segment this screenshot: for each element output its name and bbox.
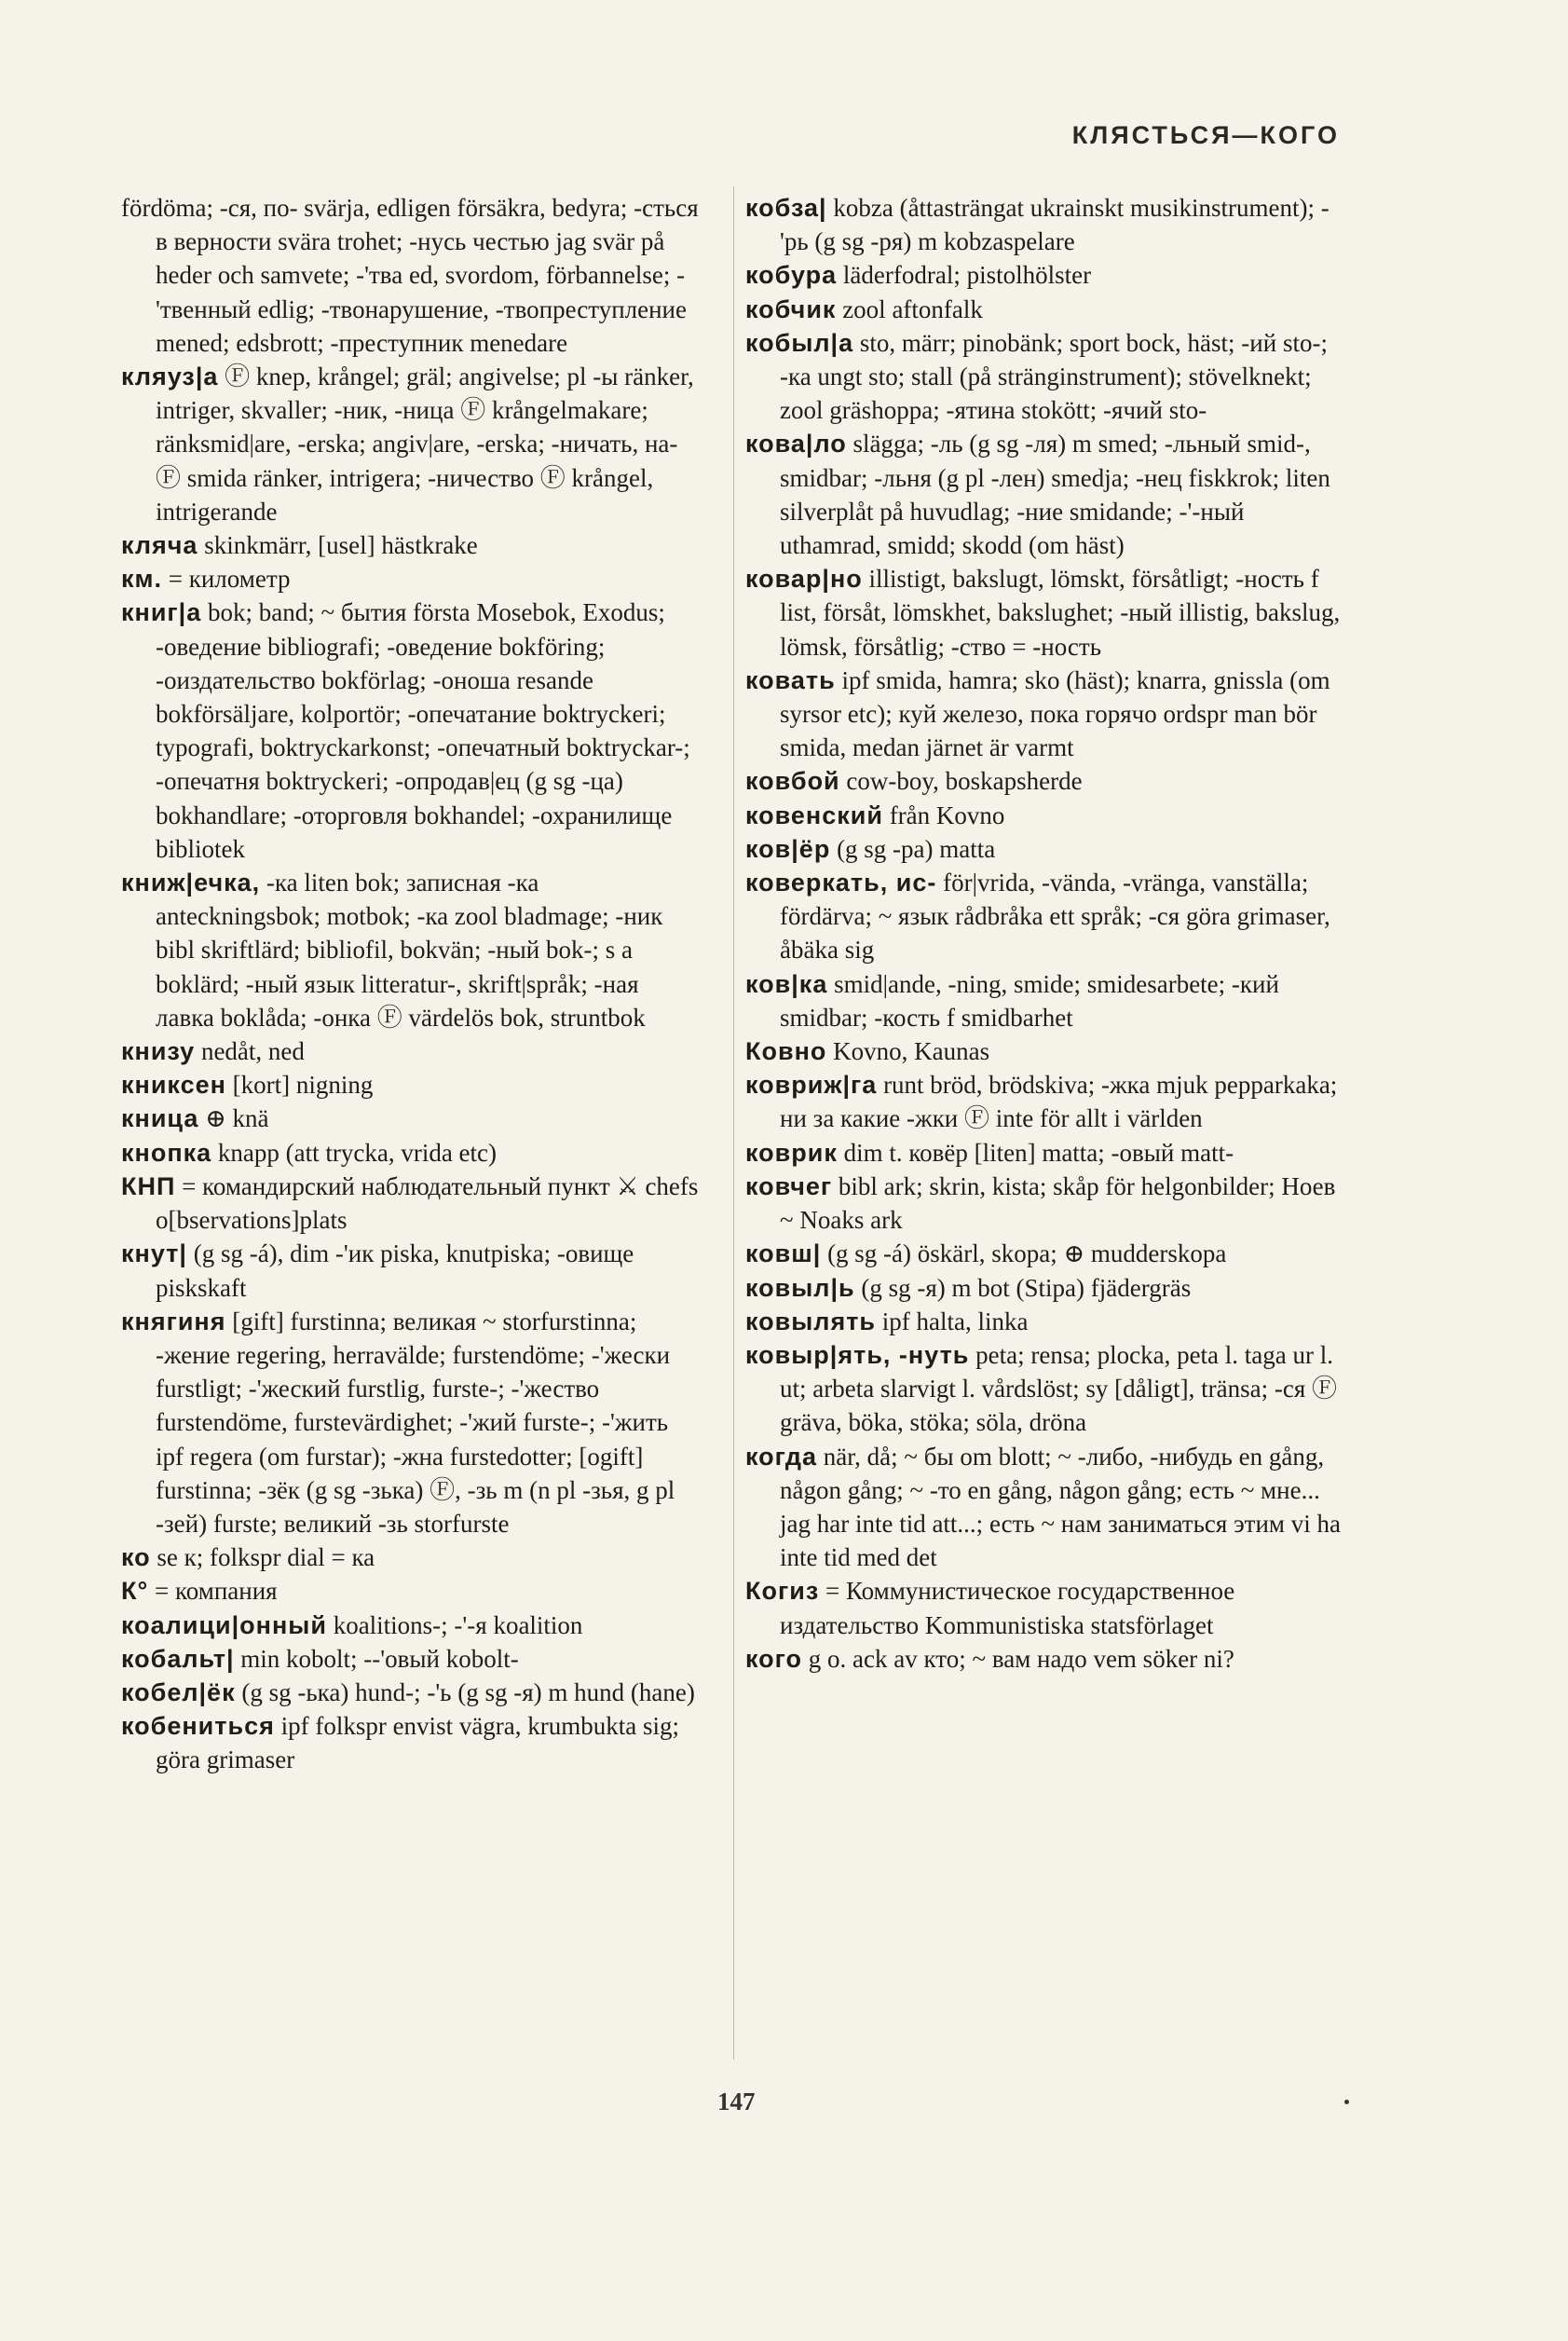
headword: кница <box>121 1104 199 1133</box>
definition-text: när, då; ~ бы om blott; ~ -либо, -нибудь en gång, någon gång; ~ -то en gång, någon gång; есть ~ мне... jag har inte tid att...; есть ~ нам заниматься этим vi ha inte tid med det <box>780 1442 1341 1572</box>
headword: кляча <box>121 531 198 560</box>
dictionary-entry <box>121 360 699 528</box>
dictionary-entry <box>121 528 699 562</box>
dictionary-entry <box>121 1642 699 1676</box>
dictionary-entry <box>121 191 699 360</box>
headword: книж|ечка, <box>121 869 261 897</box>
dictionary-entry <box>745 764 1351 798</box>
page-number: 147 <box>717 2088 756 2115</box>
definition-text: koalitions-; -'-я koalition <box>333 1610 583 1639</box>
headword: ковать <box>745 665 836 694</box>
dictionary-entry <box>745 1338 1351 1440</box>
ink-dot <box>1344 2100 1349 2104</box>
headword: ковыл|ь <box>745 1273 855 1302</box>
headword: кобел|ёк <box>121 1677 236 1706</box>
headword: ков|ёр <box>745 834 831 863</box>
definition-text: skinkmärr, [usel] hästkrake <box>204 531 478 560</box>
headword: кова|ло <box>745 430 847 459</box>
dictionary-entry <box>745 293 1351 326</box>
definition-text: = командирский наблюдательный пункт ⚔ chefs o[bservations]plats <box>156 1171 699 1235</box>
headword: КНП <box>121 1171 176 1200</box>
definition-text: läderfodral; pistolhölster <box>842 261 1092 290</box>
dictionary-entry <box>121 596 699 866</box>
definition-text: = компания <box>155 1577 278 1606</box>
dictionary-entry <box>745 427 1351 562</box>
headword: ковыр|ять, -нуть <box>745 1340 970 1369</box>
dictionary-entry <box>121 1170 699 1237</box>
dictionary-entry <box>745 1170 1351 1237</box>
headword: км. <box>121 565 162 594</box>
definition-text: (g sg -ька) hund-; -'ь (g sg -я) m hund (hane) <box>241 1677 695 1706</box>
headword: ко <box>121 1543 151 1572</box>
headword: ковбой <box>745 767 840 796</box>
dictionary-entry <box>745 191 1351 258</box>
headword: Ковно <box>745 1037 827 1066</box>
dictionary-entry <box>121 1034 699 1068</box>
dictionary-entry <box>745 1136 1351 1170</box>
headword: кляуз|а <box>121 363 219 391</box>
definition-text: min kobolt; --'овый kobolt- <box>240 1644 519 1673</box>
definition-text: (g sg -á), dim -'ик piska, knutpiska; -овище piskskaft <box>156 1239 634 1302</box>
definition-text: = Коммунистическое государственное издательство Kommunistiska statsförlaget <box>780 1577 1235 1639</box>
definition-text: kobza (åttasträngat ukrainskt musikinstrument); -'рь (g sg -ря) m kobzaspelare <box>780 194 1329 256</box>
definition-text: (g sg -á) öskärl, skopa; ⊕ mudderskopa <box>827 1239 1227 1268</box>
definition-text: knapp (att trycka, vrida etc) <box>217 1138 498 1167</box>
dictionary-entry <box>121 1574 699 1608</box>
dictionary-entry <box>745 1642 1351 1676</box>
definition-text: (g sg -я) m bot (Stipa) fjädergräs <box>861 1273 1192 1302</box>
headword: кобальт| <box>121 1644 235 1673</box>
headword: Когиз <box>745 1577 820 1606</box>
definition-text: illistigt, bakslugt, lömskt, försåtligt; -ность f list, försåt, lömskhet, bakslughet; -ный illistig, bakslug, lömsk, försåtlig; -ство = -ность <box>780 565 1341 661</box>
left-column <box>121 191 699 1777</box>
dictionary-entry <box>121 1237 699 1304</box>
headword: коврик <box>745 1138 838 1167</box>
dictionary-entry <box>745 967 1351 1034</box>
running-head: КЛЯСТЬСЯ—КОГО <box>1071 121 1340 149</box>
dictionary-entry <box>745 1305 1351 1338</box>
headword: книг|а <box>121 598 202 627</box>
dictionary-entry <box>121 866 699 1034</box>
headword: кого <box>745 1644 803 1673</box>
definition-text: zool aftonfalk <box>842 294 983 323</box>
dictionary-entry <box>121 1676 699 1709</box>
dictionary-entry <box>121 1305 699 1540</box>
dictionary-entry <box>745 664 1351 765</box>
definition-text: runt bröd, brödskiva; -жка mjuk pepparkaka; ни за какие -жки Ⓕ inte för allt i världen <box>780 1071 1338 1133</box>
dictionary-entry <box>121 1102 699 1135</box>
definition-text: cow-boy, boskapsherde <box>846 767 1083 796</box>
headword: коалици|онный <box>121 1610 327 1639</box>
headword: когда <box>745 1442 818 1471</box>
definition-text: (g sg -ра) matta <box>837 834 996 863</box>
definition-text: g o. ack av кто; ~ вам надо vem söker ni? <box>808 1644 1234 1673</box>
definition-text: ⊕ knä <box>205 1104 269 1133</box>
right-column <box>745 191 1351 1676</box>
dictionary-entry <box>745 1574 1351 1641</box>
definition-text: dim t. ковёр [liten] matta; -овый matt- <box>843 1138 1234 1167</box>
dictionary-entry <box>121 1540 699 1574</box>
headword: кнут| <box>121 1239 187 1268</box>
dictionary-entry <box>121 1136 699 1170</box>
definition-text: [kort] nigning <box>232 1071 374 1100</box>
headword: книзу <box>121 1037 196 1066</box>
dictionary-entry <box>745 832 1351 866</box>
definition-text: slägga; -ль (g sg -ля) m smed; -льный smid-, smidbar; -льня (g pl -лен) smedja; -нец fiskkrok; liten silverplåt på huvudlag; -ние smidande; -'-ный uthamrad, smidd; skodd (om häst) <box>780 430 1330 560</box>
headword: ковенский <box>745 801 883 829</box>
headword: ков|ка <box>745 969 828 998</box>
column-divider <box>733 186 734 2060</box>
definition-text: bibl ark; skrin, kista; skåp för helgonbilder; Ноев ~ Noaks ark <box>780 1171 1336 1235</box>
dictionary-entry <box>121 1609 699 1642</box>
definition-text: smid|ande, -ning, smide; smidesarbete; -кий smidbar; -кость f smidbarhet <box>780 969 1279 1032</box>
definition-text: för|vrida, -vända, -vränga, vanställa; fördärva; ~ язык rådbråka ett språk; -ся göra grimaser, åbäka sig <box>780 869 1330 965</box>
headword: кобура <box>745 261 838 290</box>
headword: ковылять <box>745 1307 877 1335</box>
definition-text: = километр <box>168 565 291 594</box>
definition-text: -ка liten bok; записная -ка anteckningsbok; motbok; -ка zool bladmage; -ник bibl skriftlärd; bibliofil, bokvän; -ный bok-; s a boklärd; -ный язык litteratur-, skrift|språk; -ная лавка boklåda; -онка Ⓕ värdelös bok, struntbok <box>156 869 663 1032</box>
definition-text: ipf smida, hamra; sko (häst); knarra, gnissla (om syrsor etc); куй железо, пока горячо ordspr man bör smida, medan järnet är varmt <box>780 665 1330 762</box>
definition-text: ipf halta, linka <box>881 1307 1029 1335</box>
definition-text: se к; folkspr dial = ка <box>157 1543 375 1572</box>
definition-text: peta; rensa; plocka, peta l. taga ur l. ut; arbeta slarvigt l. vårdslöst; sy [dåligt], tränsa; -ся Ⓕ gräva, böka, stöka; söla, dröna <box>780 1340 1338 1437</box>
dictionary-entry <box>121 1068 699 1102</box>
headword: кнопка <box>121 1138 212 1167</box>
definition-text: från Kovno <box>889 801 1005 829</box>
headword: ковш| <box>745 1239 822 1268</box>
headword: княгиня <box>121 1307 226 1335</box>
dictionary-entry <box>121 1709 699 1776</box>
dictionary-entry <box>745 1237 1351 1270</box>
dictionary-entry <box>745 1068 1351 1135</box>
dictionary-entry <box>745 799 1351 832</box>
definition-text: fördöma; -ся, по- svärja, edligen försäkra, bedyra; -сться в верности svära trohet; -нусь честью jag svär på heder och samvete; -'тва ed, svordom, förbannelse; -'твенный edlig; -твонарушение, -твопреступление mened; edsbrott; -преступник menedare <box>121 194 699 357</box>
headword: ковчег <box>745 1171 833 1200</box>
definition-text: nedåt, ned <box>200 1037 305 1066</box>
dictionary-entry <box>745 1034 1351 1068</box>
headword: кобчик <box>745 294 837 323</box>
headword: коверкать, ис- <box>745 869 937 897</box>
dictionary-entry <box>121 562 699 596</box>
headword: книксен <box>121 1071 226 1100</box>
definition-text: bok; band; ~ бытия första Mosebok, Exodus; -оведение bibliografi; -оведение bokföring; -оиздательство bokförlag; -оноша resande bokförsäljare, kolportör; -опечатание boktryckeri; typografi, boktryckarkonst; -опечатный boktryckar-; -опечатня boktryckeri; -опродав|ец (g sg -ца) bokhandlare; -оторговля bokhandel; -охранилище bibliotek <box>156 598 690 863</box>
dictionary-entry <box>745 1440 1351 1575</box>
headword: кобыл|а <box>745 328 854 357</box>
headword: кобениться <box>121 1712 275 1741</box>
definition-text: sto, märr; pinobänk; sport bock, häst; -ий sto-; -ка ungt sto; stall (på stränginstrument); stövelknekt; zool gräshoppa; -ятина stokött; -ячий sto- <box>780 328 1328 425</box>
definition-text: ipf folkspr envist vägra, krumbukta sig; göra grimaser <box>156 1712 680 1774</box>
headword: К° <box>121 1577 149 1606</box>
definition-text: [gift] furstinna; великая ~ storfurstinna; -жение regering, herravälde; furstendöme; -'жески furstligt; -'жеский furstlig, furste-; -'жество furstendöme, furstevärdighet; -'жий furste-; -'жить ipf regera (om furstar); -жна furstedotter; [ogift] furstinna; -зёк (g sg -зька) Ⓕ, -зь m (n pl -зья, g pl -зей) furste; великий -зь storfurste <box>156 1307 675 1538</box>
dictionary-entry <box>745 326 1351 428</box>
headword: ковар|но <box>745 565 863 594</box>
definition-text: Ⓕ knep, krångel; gräl; angivelse; pl -ы ränker, intriger, skvaller; -ник, -ница Ⓕ krångelmakare; ränksmid|are, -erska; angiv|are, -erska; -ничать, на- Ⓕ smida ränker, intrigera; -ничество Ⓕ krångel, intrigerande <box>156 363 694 526</box>
definition-text: Kovno, Kaunas <box>833 1037 990 1066</box>
dictionary-entry <box>745 562 1351 664</box>
headword: ковриж|га <box>745 1071 878 1100</box>
dictionary-entry <box>745 866 1351 967</box>
headword: кобза| <box>745 194 827 222</box>
dictionary-entry <box>745 258 1351 292</box>
dictionary-entry <box>745 1271 1351 1305</box>
